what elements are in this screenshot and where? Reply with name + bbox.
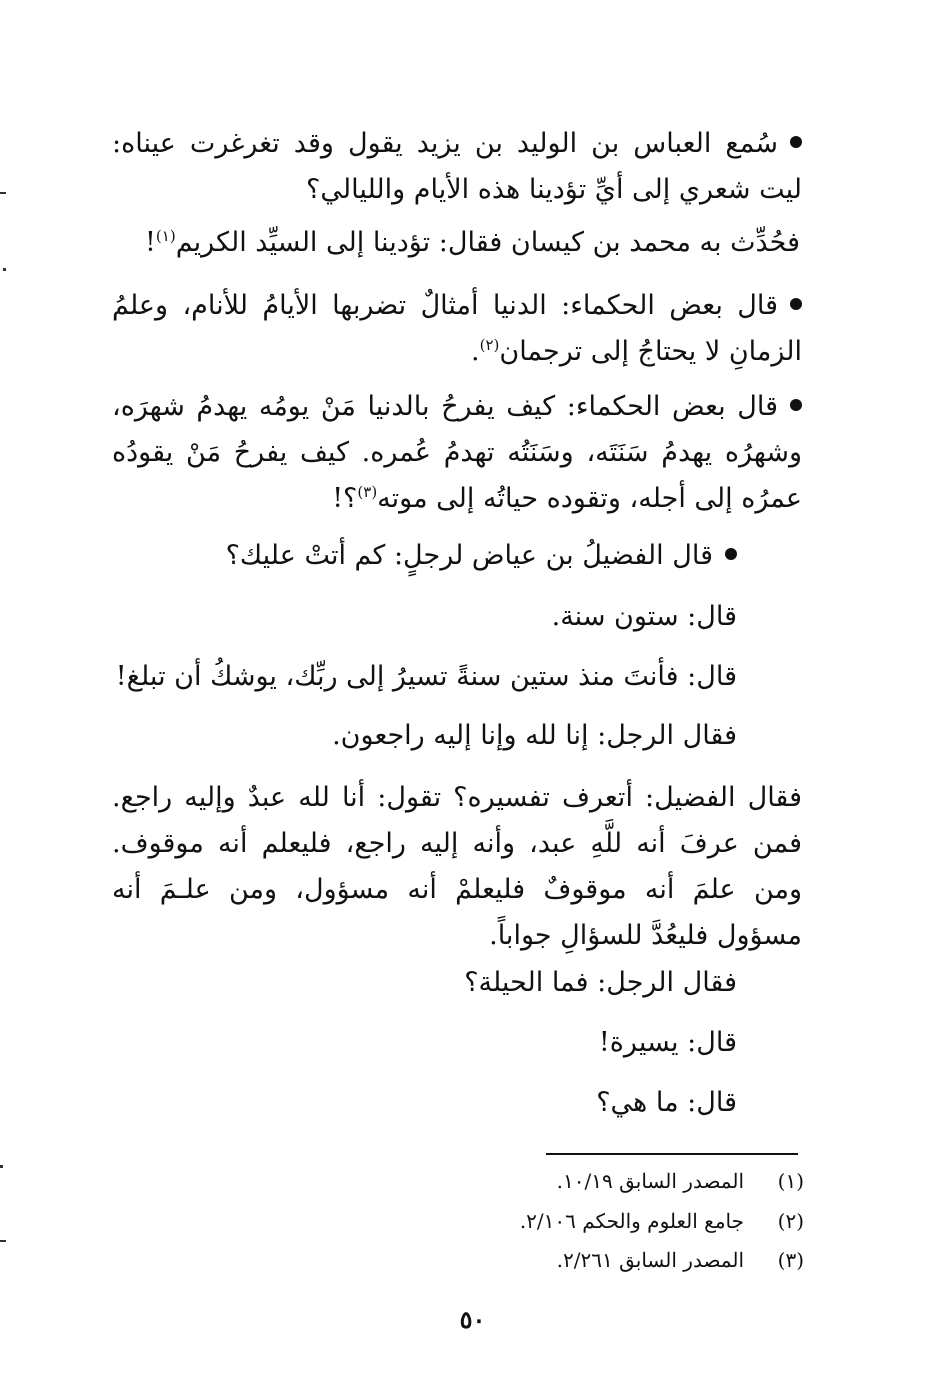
paragraph-text: قال: ما هي؟ bbox=[596, 1087, 737, 1118]
paragraph-text: قال بعض الحكماء: كيف يفرحُ بالدنيا مَنْ يومُه يهدمُ شهرَه، وشهرُه يهدمُ سَنَتَه، وسَنَتُه تهدمُ عُمره. كيف يفرحُ مَنْ يقودُه عمرُه إلى أجله، وتقوده حياتُه إلى موته bbox=[112, 391, 802, 514]
scan-mark bbox=[0, 192, 6, 194]
paragraph-text: قال بعض الحكماء: الدنيا أمثالٌ تضربها الأيامُ للأنام، وعلمُ الزمانِ لا يحتاجُ إلى ترجمان bbox=[112, 290, 802, 367]
paragraph-text: قال: فأنتَ منذ ستين سنةً تسيرُ إلى ربِّك، يوشكُ أن تبلغ! bbox=[115, 661, 737, 692]
paragraph-text: فحُدِّث به محمد بن كيسان فقال: تؤدينا إلى السيِّد الكريم bbox=[175, 227, 800, 258]
bullet-icon bbox=[790, 136, 802, 148]
footnote-text: المصدر السابق ٢/٢٦١. bbox=[556, 1248, 744, 1272]
footnote-text: جامع العلوم والحكم ٢/١٠٦. bbox=[519, 1209, 744, 1233]
paragraph-text: سُمع العباس بن الوليد بن يزيد يقول وقد تغرغرت عيناه: ليت شعري إلى أيِّ تؤدينا هذه الأيام والليالي؟ bbox=[112, 128, 802, 205]
bullet-icon bbox=[725, 548, 737, 560]
paragraph-end: ! bbox=[145, 227, 156, 258]
paragraph-inna-lillah bbox=[332, 716, 737, 756]
paragraph-abbas bbox=[112, 121, 802, 213]
paragraph-hukama-2 bbox=[112, 384, 802, 522]
paragraph-fudayl bbox=[226, 536, 737, 576]
footnote-item bbox=[557, 1167, 804, 1195]
footnote-ref[interactable]: (١) bbox=[155, 227, 176, 245]
paragraph-text: قال: يسيرة! bbox=[598, 1027, 737, 1058]
paragraph-hila bbox=[464, 963, 737, 1003]
paragraph-end: ؟! bbox=[332, 483, 358, 514]
paragraph-text: فقال الرجل: فما الحيلة؟ bbox=[464, 967, 737, 998]
footnote-item bbox=[520, 1207, 804, 1235]
paragraph-tafsir bbox=[112, 775, 802, 959]
paragraph-hukama-1 bbox=[112, 283, 802, 375]
footnote-number: (٣) bbox=[777, 1248, 804, 1272]
scan-mark bbox=[3, 268, 6, 271]
paragraph-sixty-years bbox=[552, 597, 737, 637]
paragraph-easy bbox=[599, 1023, 737, 1063]
paragraph-text: فقال الفضيل: أتعرف تفسيره؟ تقول: أنا لله عبدٌ وإليه راجع. فمن عرفَ أنه للَّهِ عبد، وأنه إليه راجع، فليعلم أنه موقوف. ومن علمَ أنه موقوفٌ فليعلمْ أنه مسؤول، ومن علـمَ أنه مسؤول فليعُدَّ للسؤالِ جواباً. bbox=[112, 782, 802, 951]
bullet-icon bbox=[790, 298, 802, 310]
footnote-text: المصدر السابق ١٠/١٩. bbox=[556, 1169, 744, 1193]
footnote-ref[interactable]: (٢) bbox=[479, 336, 500, 354]
footnote-number: (١) bbox=[777, 1169, 804, 1193]
paragraph-text: فقال الرجل: إنا لله وإنا إليه راجعون. bbox=[332, 720, 737, 751]
page-number: ٥٠ bbox=[459, 1305, 486, 1334]
paragraph-reach bbox=[116, 657, 737, 697]
paragraph-ibn-kaysan bbox=[145, 223, 800, 263]
paragraph-what-is-it bbox=[596, 1083, 737, 1123]
footnote-ref[interactable]: (٣) bbox=[357, 483, 378, 501]
footnote-divider bbox=[546, 1153, 798, 1155]
paragraph-end: . bbox=[471, 336, 480, 367]
scan-mark bbox=[0, 1165, 3, 1168]
scan-mark bbox=[0, 1240, 6, 1242]
bullet-icon bbox=[790, 399, 802, 411]
paragraph-text: قال: ستون سنة. bbox=[551, 601, 737, 632]
footnote-item bbox=[557, 1246, 804, 1274]
paragraph-text: قال الفضيلُ بن عياض لرجلٍ: كم أتتْ عليك؟ bbox=[225, 540, 713, 571]
footnote-number: (٢) bbox=[777, 1209, 804, 1233]
